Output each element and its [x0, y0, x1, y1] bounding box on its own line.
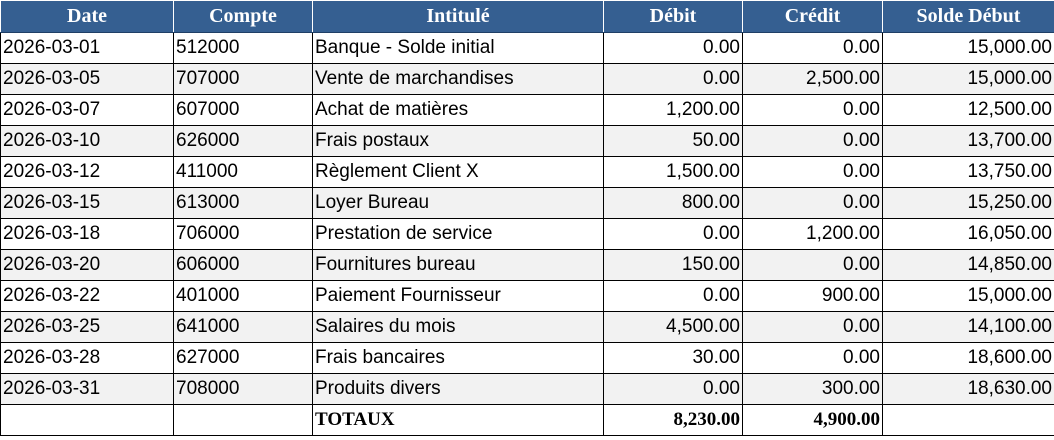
cell-compte[interactable]: 613000 — [174, 188, 313, 219]
cell-date[interactable]: 2026-03-18 — [1, 219, 174, 250]
cell-solde[interactable]: 12,500.00 — [883, 95, 1054, 126]
cell-compte[interactable]: 707000 — [174, 64, 313, 95]
cell-solde[interactable]: 13,700.00 — [883, 126, 1054, 157]
cell-solde[interactable]: 14,100.00 — [883, 312, 1054, 343]
cell-debit[interactable]: 0.00 — [604, 64, 743, 95]
cell-debit[interactable]: 0.00 — [604, 281, 743, 312]
cell-intitule[interactable]: Salaires du mois — [313, 312, 604, 343]
cell-credit[interactable]: 0.00 — [743, 188, 883, 219]
cell-solde[interactable]: 15,000.00 — [883, 64, 1054, 95]
table-row — [1, 312, 1054, 343]
cell-intitule[interactable]: Prestation de service — [313, 219, 604, 250]
cell-debit[interactable]: 0.00 — [604, 374, 743, 405]
header-debit[interactable]: Débit — [604, 1, 743, 33]
table-row — [1, 343, 1054, 374]
header-row — [1, 1, 1054, 33]
cell-date[interactable]: 2026-03-01 — [1, 33, 174, 64]
header-solde[interactable]: Solde Début — [883, 1, 1054, 33]
cell-intitule[interactable]: Vente de marchandises — [313, 64, 604, 95]
cell-compte[interactable]: 606000 — [174, 250, 313, 281]
cell-intitule[interactable]: Règlement Client X — [313, 157, 604, 188]
cell-intitule[interactable]: Produits divers — [313, 374, 604, 405]
cell-debit[interactable]: 1,200.00 — [604, 95, 743, 126]
totals-compte-cell[interactable] — [174, 405, 313, 436]
table-row — [1, 188, 1054, 219]
table-row — [1, 33, 1054, 64]
cell-date[interactable]: 2026-03-15 — [1, 188, 174, 219]
cell-credit[interactable]: 0.00 — [743, 312, 883, 343]
cell-solde[interactable]: 15,250.00 — [883, 188, 1054, 219]
cell-debit[interactable]: 0.00 — [604, 33, 743, 64]
cell-debit[interactable]: 1,500.00 — [604, 157, 743, 188]
table-row — [1, 250, 1054, 281]
cell-intitule[interactable]: Frais postaux — [313, 126, 604, 157]
cell-date[interactable]: 2026-03-28 — [1, 343, 174, 374]
header-intitule[interactable]: Intitulé — [313, 1, 604, 33]
table-row — [1, 374, 1054, 405]
cell-intitule[interactable]: Paiement Fournisseur — [313, 281, 604, 312]
cell-compte[interactable]: 641000 — [174, 312, 313, 343]
cell-date[interactable]: 2026-03-22 — [1, 281, 174, 312]
cell-solde[interactable]: 15,000.00 — [883, 281, 1054, 312]
cell-solde[interactable]: 14,850.00 — [883, 250, 1054, 281]
cell-date[interactable]: 2026-03-05 — [1, 64, 174, 95]
cell-debit[interactable]: 150.00 — [604, 250, 743, 281]
cell-compte[interactable]: 512000 — [174, 33, 313, 64]
cell-solde[interactable]: 16,050.00 — [883, 219, 1054, 250]
cell-credit[interactable]: 900.00 — [743, 281, 883, 312]
cell-credit[interactable]: 0.00 — [743, 157, 883, 188]
cell-credit[interactable]: 1,200.00 — [743, 219, 883, 250]
totals-date-cell[interactable] — [1, 405, 174, 436]
cell-solde[interactable]: 18,630.00 — [883, 374, 1054, 405]
cell-debit[interactable]: 0.00 — [604, 219, 743, 250]
cell-compte[interactable]: 626000 — [174, 126, 313, 157]
header-date[interactable]: Date — [1, 1, 174, 33]
cell-credit[interactable]: 0.00 — [743, 126, 883, 157]
totals-solde-cell[interactable] — [883, 405, 1054, 436]
cell-solde[interactable]: 15,000.00 — [883, 33, 1054, 64]
cell-solde[interactable]: 18,600.00 — [883, 343, 1054, 374]
cell-debit[interactable]: 30.00 — [604, 343, 743, 374]
cell-credit[interactable]: 0.00 — [743, 343, 883, 374]
table-row — [1, 219, 1054, 250]
cell-credit[interactable]: 0.00 — [743, 250, 883, 281]
header-credit[interactable]: Crédit — [743, 1, 883, 33]
ledger-body — [1, 33, 1054, 436]
cell-compte[interactable]: 706000 — [174, 219, 313, 250]
header-compte[interactable]: Compte — [174, 1, 313, 33]
cell-date[interactable]: 2026-03-25 — [1, 312, 174, 343]
table-row — [1, 64, 1054, 95]
cell-solde[interactable]: 13,750.00 — [883, 157, 1054, 188]
table-row — [1, 157, 1054, 188]
cell-compte[interactable]: 627000 — [174, 343, 313, 374]
totals-label[interactable]: TOTAUX — [313, 405, 604, 436]
cell-debit[interactable]: 800.00 — [604, 188, 743, 219]
cell-credit[interactable]: 0.00 — [743, 33, 883, 64]
table-row — [1, 126, 1054, 157]
table-row — [1, 281, 1054, 312]
cell-date[interactable]: 2026-03-10 — [1, 126, 174, 157]
cell-credit[interactable]: 0.00 — [743, 95, 883, 126]
cell-intitule[interactable]: Frais bancaires — [313, 343, 604, 374]
cell-date[interactable]: 2026-03-07 — [1, 95, 174, 126]
cell-compte[interactable]: 411000 — [174, 157, 313, 188]
totals-row — [1, 405, 1054, 436]
cell-intitule[interactable]: Achat de matières — [313, 95, 604, 126]
cell-date[interactable]: 2026-03-31 — [1, 374, 174, 405]
table-row — [1, 95, 1054, 126]
cell-date[interactable]: 2026-03-20 — [1, 250, 174, 281]
totals-debit[interactable]: 8,230.00 — [604, 405, 743, 436]
cell-compte[interactable]: 607000 — [174, 95, 313, 126]
cell-credit[interactable]: 300.00 — [743, 374, 883, 405]
cell-intitule[interactable]: Fournitures bureau — [313, 250, 604, 281]
cell-debit[interactable]: 50.00 — [604, 126, 743, 157]
totals-credit[interactable]: 4,900.00 — [743, 405, 883, 436]
cell-date[interactable]: 2026-03-12 — [1, 157, 174, 188]
cell-compte[interactable]: 708000 — [174, 374, 313, 405]
cell-intitule[interactable]: Loyer Bureau — [313, 188, 604, 219]
cell-debit[interactable]: 4,500.00 — [604, 312, 743, 343]
cell-compte[interactable]: 401000 — [174, 281, 313, 312]
cell-credit[interactable]: 2,500.00 — [743, 64, 883, 95]
cell-intitule[interactable]: Banque - Solde initial — [313, 33, 604, 64]
